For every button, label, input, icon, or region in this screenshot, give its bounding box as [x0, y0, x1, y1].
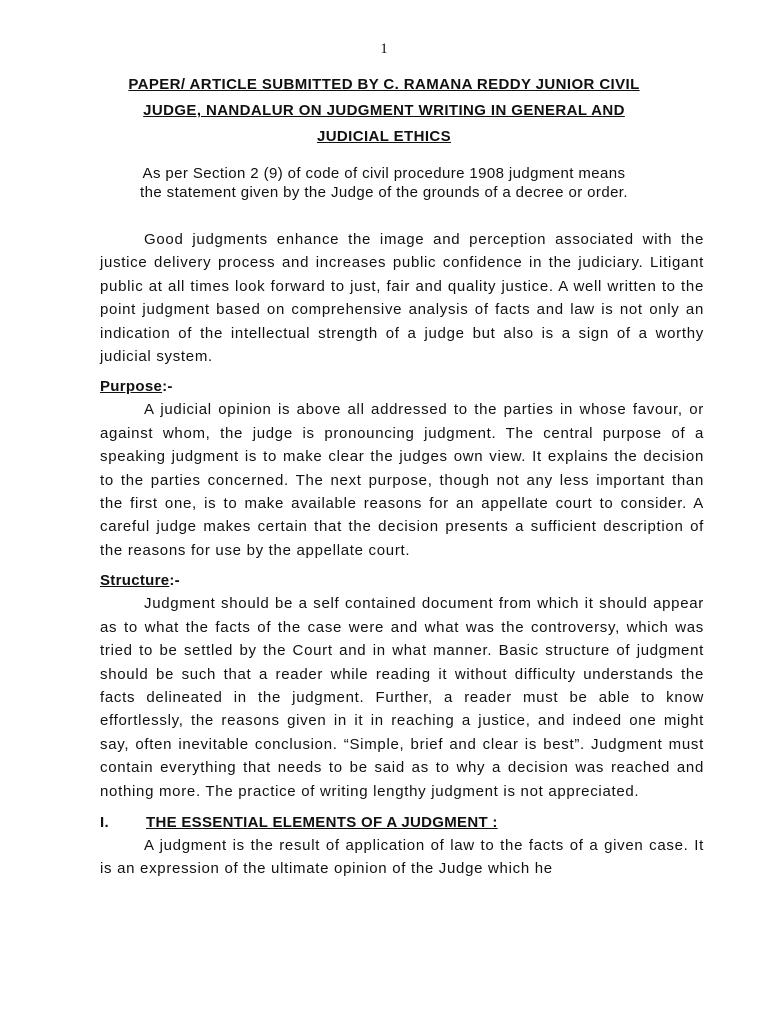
structure-paragraph: Judgment should be a self contained document from which it should appear as to what the facts of the case were and what was the controversy, which was tried to be settled by the Court and in what manner. Basic structure of judgment should be such that a reader while reading it without difficulty understands the facts delineated in the judgment. Further, a reader must be able to know effortlessly, the reasons given in it in reaching a justice, and indeed one might say, often inevitable conclusion. “Simple, brief and clear is best”. Judgment must contain everything that needs to be said as to why a decision was reached and nothing more. The practice of writing lengthy judgment is not appreciated. — [100, 595, 704, 800]
title-line-2: JUDGE, NANDALUR ON JUDGMENT WRITING IN GENERAL AND — [143, 102, 625, 119]
intro-paragraph: Good judgments enhance the image and perception associated with the justice delivery process and increases public confidence in the judiciary. Litigant public at all times look forward to just, fair and quality justice. A well written to the point judgment based on comprehensive analysis of facts and law is not only an indication of the intellectual strength of a judge but also is a sign of a worthy judicial system. — [100, 231, 704, 366]
section-one-paragraph: A judgment is the result of application of law to the facts of a given case. It is an expression of the ultimate opinion of the Judge which he — [100, 836, 704, 878]
purpose-paragraph: A judicial opinion is above all addressed to the parties in whose favour, or against whom, the judge is pronouncing judgment. The central purpose of a speaking judgment is to make clear the judges own view. It explains the decision to the parties concerned. The next purpose, though not any less important than the first one, is to make available reasons for an appellate court to consider. A careful judge makes certain that the decision presents a sufficient description of the reasons for use by the appellate court. — [100, 401, 704, 559]
document-title — [64, 72, 704, 150]
purpose-heading — [100, 375, 704, 398]
title-line-1: PAPER/ ARTICLE SUBMITTED BY C. RAMANA REDDY JUNIOR CIVIL — [128, 76, 640, 93]
page-number: 1 — [380, 41, 388, 57]
section-number: I. — [100, 813, 109, 831]
structure-heading — [100, 569, 704, 592]
section-one-heading — [100, 811, 704, 834]
section-title: THE ESSENTIAL ELEMENTS OF A JUDGMENT : — [146, 813, 498, 831]
structure-heading-label: Structure — [100, 572, 170, 590]
definition-line-1: As per Section 2 (9) of code of civil procedure 1908 judgment means — [142, 165, 626, 182]
title-line-3: JUDICIAL ETHICS — [316, 128, 452, 145]
definition-line-2: the statement given by the Judge of the grounds of a decree or order. — [140, 184, 628, 201]
purpose-heading-suffix: :- — [162, 378, 173, 396]
purpose-heading-label: Purpose — [100, 378, 163, 396]
definition-block — [64, 164, 704, 202]
structure-heading-suffix: :- — [169, 572, 180, 590]
